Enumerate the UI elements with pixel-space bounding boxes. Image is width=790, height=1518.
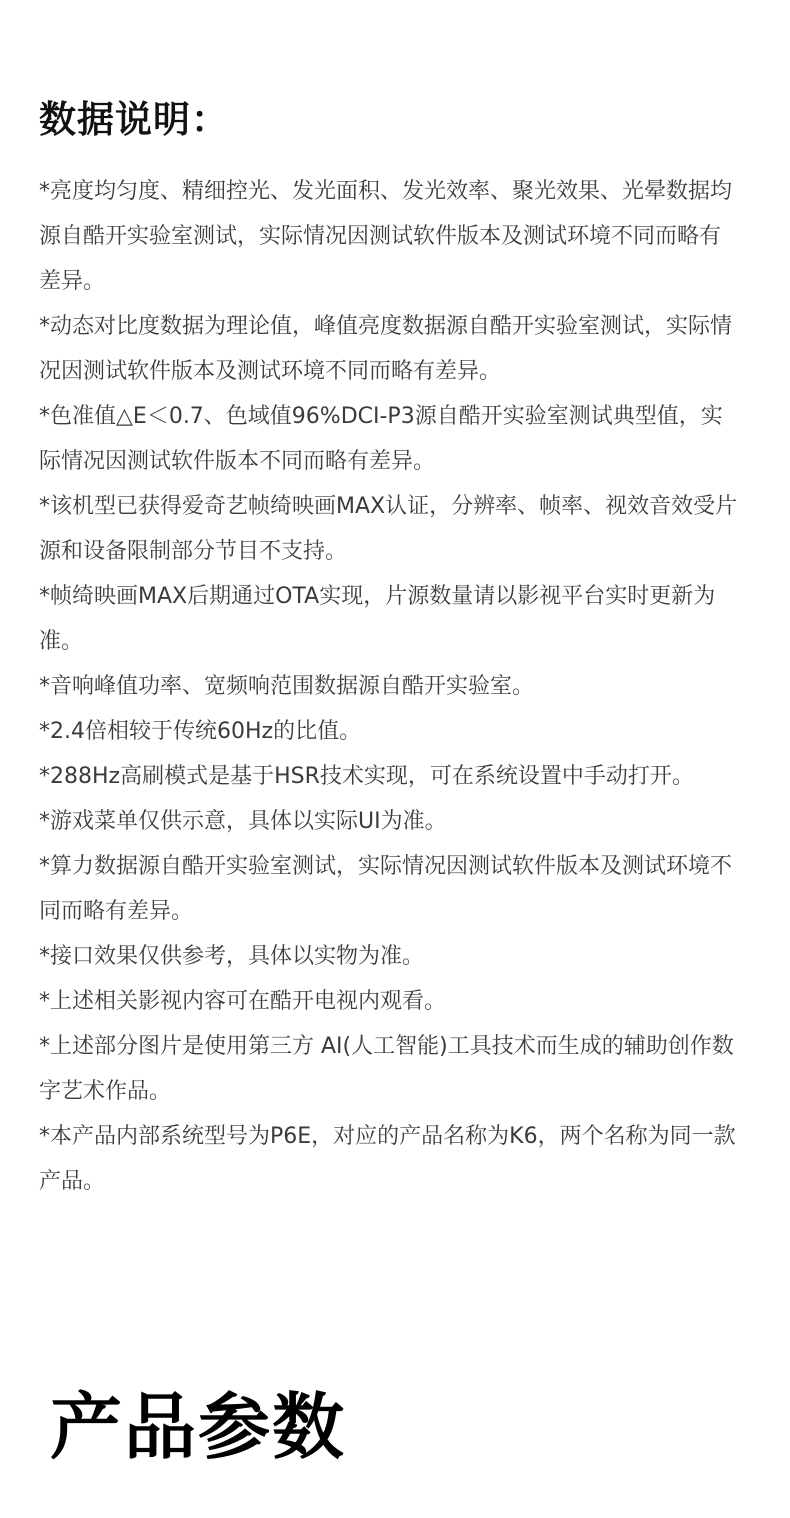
note-color-accuracy: *色准值△E＜0.7、色域值96%DCI-P3源自酷开实验室测试典型值，实际情况因测试软件版本不同而略有差异。: [39, 404, 723, 474]
note-contrast: *动态对比度数据为理论值，峰值亮度数据源自酷开实验室测试，实际情况因测试软件版本及测试环境不同而略有差异。: [39, 314, 733, 384]
note-ai-images: *上述部分图片是使用第三方 AI(人工智能)工具技术而生成的辅助创作数字艺术作品。: [39, 1034, 734, 1104]
note-interface: *接口效果仅供参考，具体以实物为准。: [39, 944, 425, 969]
note-ratio: *2.4倍相较于传统60Hz的比值。: [39, 719, 362, 744]
note-refresh-rate: *288Hz高刷模式是基于HSR技术实现，可在系统设置中手动打开。: [39, 764, 694, 789]
note-ota: *帧绮映画MAX后期通过OTA实现，片源数量请以影视平台实时更新为准。: [39, 584, 716, 654]
note-video-content: *上述相关影视内容可在酷开电视内观看。: [39, 989, 447, 1014]
note-model-name: *本产品内部系统型号为P6E，对应的产品名称为K6，两个名称为同一款产品。: [39, 1124, 736, 1194]
product-params-title: 产品参数: [50, 1385, 347, 1469]
note-iqiyi-certification: *该机型已获得爱奇艺帧绮映画MAX认证，分辨率、帧率、视效音效受片源和设备限制部分节目不支持。: [39, 494, 738, 564]
note-game-menu: *游戏菜单仅供示意，具体以实际UI为准。: [39, 809, 447, 834]
data-notes-list: [39, 169, 739, 1204]
note-brightness: *亮度均匀度、精细控光、发光面积、发光效率、聚光效果、光晕数据均源自酷开实验室测试，实际情况因测试软件版本及测试环境不同而略有差异。: [39, 179, 733, 294]
data-notes-title: 数据说明：: [39, 98, 229, 141]
note-audio: *音响峰值功率、宽频响范围数据源自酷开实验室。: [39, 674, 535, 699]
note-computing-power: *算力数据源自酷开实验室测试，实际情况因测试软件版本及测试环境不同而略有差异。: [39, 854, 733, 924]
